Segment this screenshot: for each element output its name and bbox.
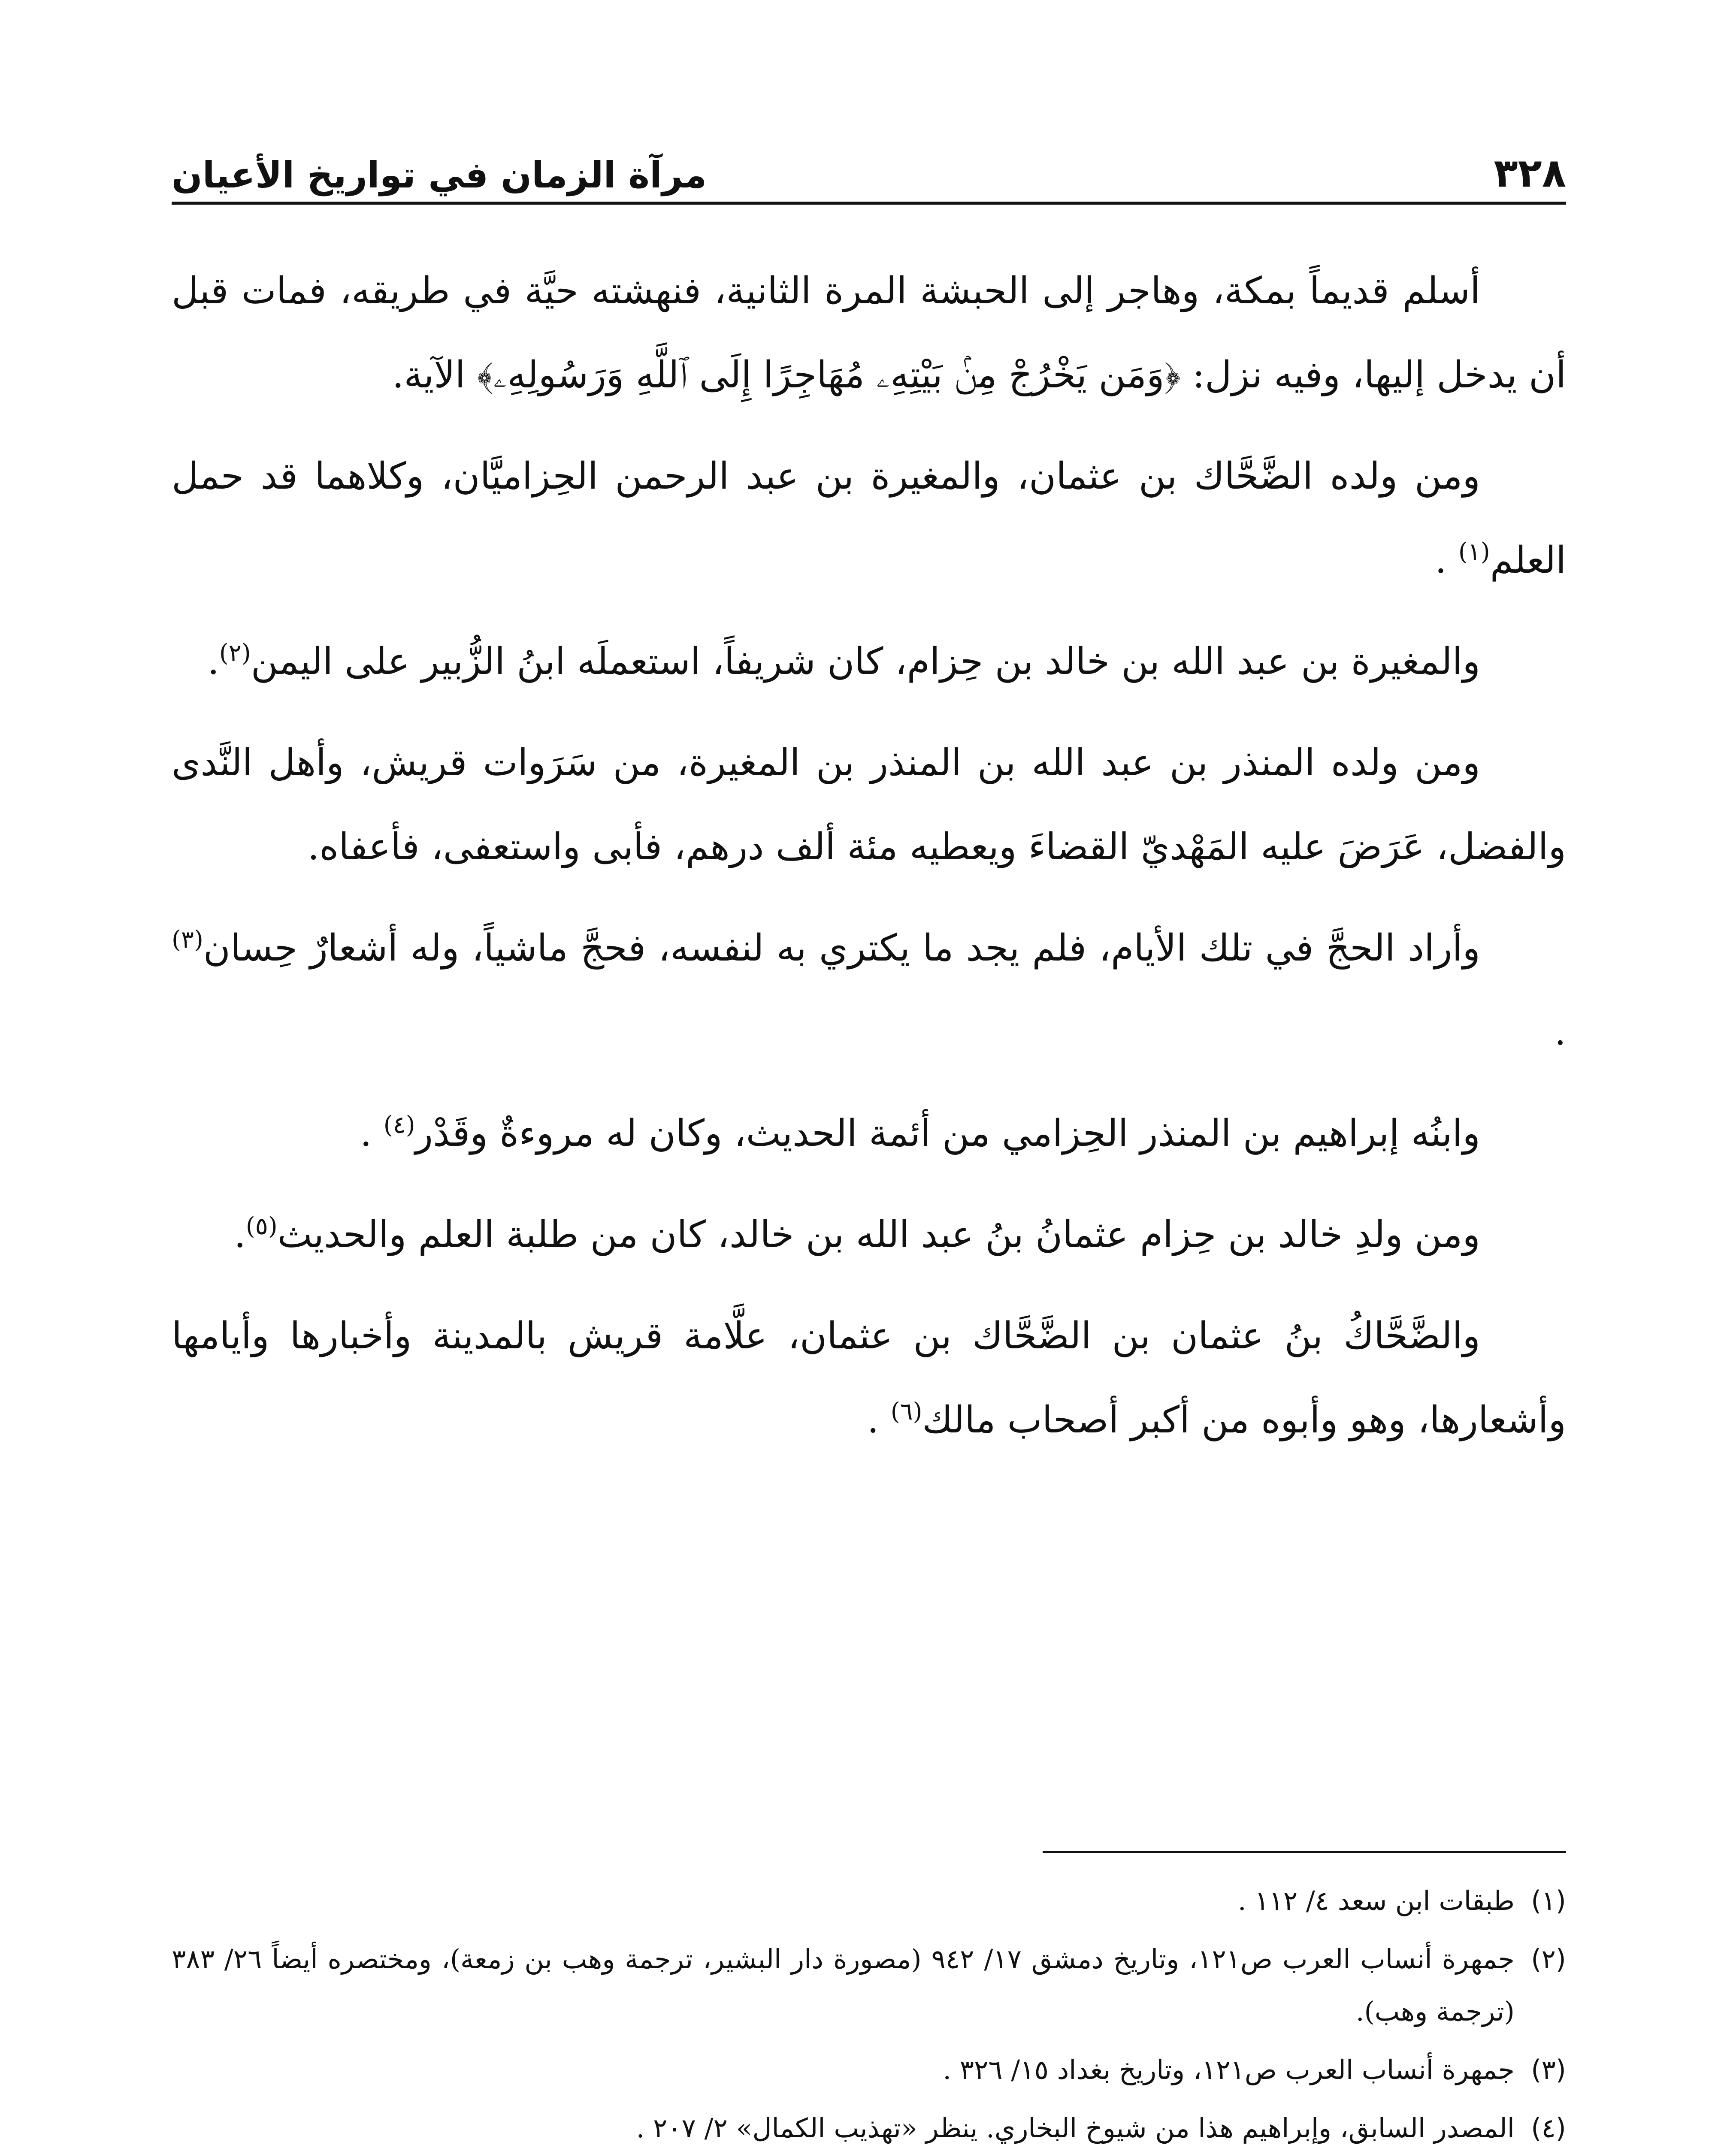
paragraph-tail: . [867, 1399, 891, 1441]
paragraph-text: ومن ولده المنذر بن عبد الله بن المنذر بن المغيرة، من سَرَوات قريش، وأهل النَّدى والفضل، عَرَضَ عليه المَهْديّ القضاءَ ويعطيه مئة ألف درهم، فأبى واستعفى، فأعفاه. [172, 741, 1566, 868]
footnote-ref: (٤) [383, 1111, 415, 1139]
footnote-rule [1043, 1851, 1566, 1853]
footnote-ref: (٢) [219, 639, 251, 667]
footnote-number: (٣) [1531, 2054, 1566, 2085]
footnote-number: (٢) [1531, 1943, 1566, 1975]
paragraph-text: والضَّحَّاكُ بنُ عثمان بن الضَّحَّاك بن عثمان، علَّامة قريش بالمدينة وأخبارها وأيامها وأشعارها، وهو وأبوه من أكبر أصحاب مالك [172, 1314, 1566, 1441]
paragraph [172, 249, 1566, 417]
header-rule [172, 202, 1566, 205]
footnote [172, 1875, 1566, 1927]
paragraph [172, 619, 1566, 704]
paragraph-tail: . [207, 640, 219, 683]
footnote [172, 1933, 1566, 2038]
footnote-number: (٤) [1531, 2112, 1566, 2144]
main-text [172, 249, 1566, 1479]
book-title: مرآة الزمان في تواريخ الأعيان [172, 154, 707, 196]
footnote-text: طبقات ابن سعد ٤/ ١١٢ . [1237, 1885, 1515, 1916]
footnote-number: (١) [1531, 1885, 1566, 1916]
footnote-text: جمهرة أنساب العرب ص١٢١، وتاريخ دمشق ١٧/ ٩٤٢ (مصورة دار البشير، ترجمة وهب بن زمعة)، ومختصره أيضاً ٢٦/ ٣٨٣ (ترجمة وهب). [172, 1943, 1515, 2027]
paragraph-tail: . [234, 1213, 246, 1256]
page-header [172, 120, 1566, 196]
paragraph [172, 1091, 1566, 1175]
paragraph [172, 434, 1566, 602]
paragraph-text: ومن ولده الضَّحَّاك بن عثمان، والمغيرة بن عبد الرحمن الحِزاميَّان، وكلاهما قد حمل العلم [172, 455, 1566, 582]
footnotes [172, 1875, 1566, 2145]
footnote-ref: (٣) [172, 926, 203, 954]
paragraph-tail: . [360, 1112, 384, 1155]
paragraph [172, 1193, 1566, 1277]
paragraph [172, 1294, 1566, 1462]
footnote [172, 2102, 1566, 2145]
footnote-ref: (١) [1458, 538, 1490, 566]
footnote-text: المصدر السابق، وإبراهيم هذا من شيوخ البخاري. ينظر «تهذيب الكمال» ٢/ ٢٠٧ . [636, 2112, 1515, 2144]
paragraph-text: وأراد الحجَّ في تلك الأيام، فلم يجد ما يكتري به لنفسه، فحجَّ ماشياً، وله أشعارٌ حِسان [203, 927, 1480, 970]
footnote-ref: (٦) [890, 1398, 922, 1426]
paragraph [172, 906, 1566, 1074]
paragraph-text: أسلم قديماً بمكة، وهاجر إلى الحبشة المرة الثانية، فنهشته حيَّة في طريقه، فمات قبل أن يدخل إليها، وفيه نزل: ﴿وَمَن يَخْرُجْ مِنۢ بَيْتِهِۦ مُهَاجِرًا إِلَى ٱللَّهِ وَرَسُولِهِۦ﴾ الآية. [172, 269, 1566, 396]
paragraph-text: والمغيرة بن عبد الله بن خالد بن حِزام، كان شريفاً، استعملَه ابنُ الزُّبير على اليمن [251, 640, 1480, 683]
paragraph-text: ومن ولدِ خالد بن حِزام عثمانُ بنُ عبد الله بن خالد، كان من طلبة العلم والحديث [277, 1213, 1480, 1256]
paragraph-tail: . [1554, 1011, 1566, 1054]
footnote-text: جمهرة أنساب العرب ص١٢١، وتاريخ بغداد ١٥/ ٣٢٦ . [943, 2054, 1515, 2085]
paragraph-text: وابنُه إبراهيم بن المنذر الحِزامي من أئمة الحديث، وكان له مروءةٌ وقَدْر [415, 1112, 1480, 1155]
paragraph-tail: . [1435, 539, 1458, 582]
page-number: ٣٢٨ [1494, 150, 1566, 196]
footnote-ref: (٥) [245, 1212, 278, 1240]
paragraph [172, 721, 1566, 889]
book-page [172, 120, 1566, 2145]
footnote [172, 2044, 1566, 2096]
